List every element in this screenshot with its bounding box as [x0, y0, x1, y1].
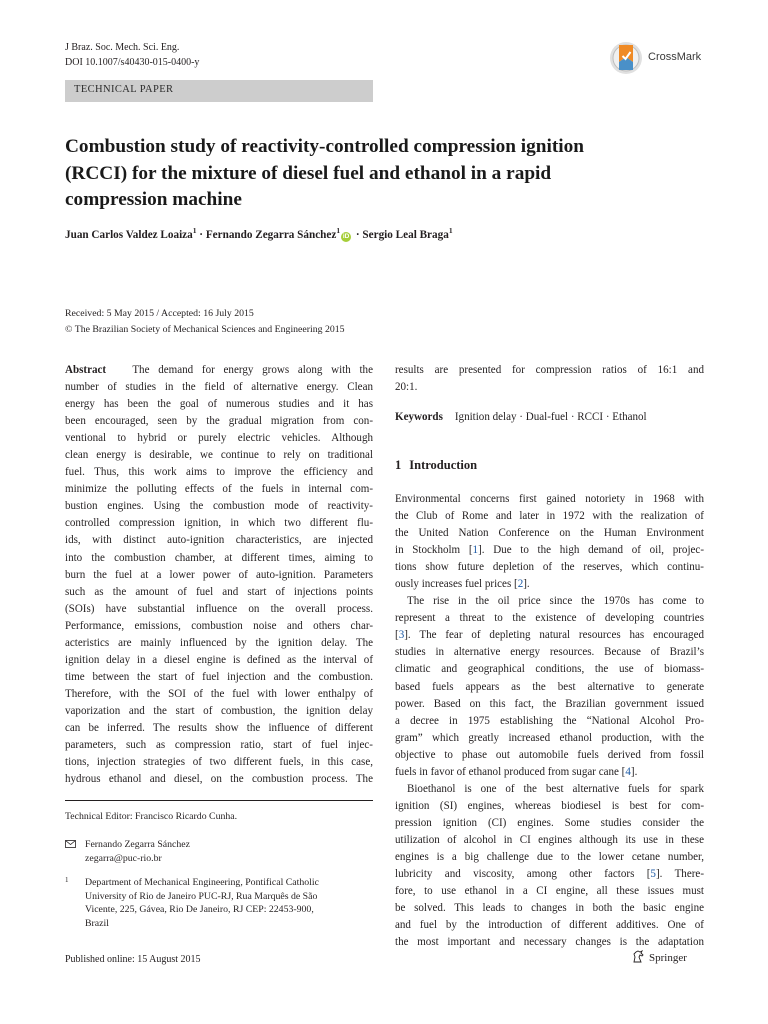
intro-line: The rise in the oil price since the 1970s has come to — [407, 595, 704, 608]
copyright-line: © The Brazilian Society of Mechanical Sciences and Engineering 2015 — [65, 323, 345, 335]
abstract-line: into the combustion chamber, at different times, aiming to — [65, 551, 373, 564]
affiliation-line: University of Rio de Janeiro PUC-RJ, Rua Marquês de São — [85, 890, 318, 902]
abstract-line: (SOIs) have substantial influence on the overall process. — [65, 602, 373, 615]
right-column-top — [395, 362, 704, 396]
published-date: Published online: 15 August 2015 — [65, 954, 201, 965]
intro-line: based fuels appears as the best alternative to generate — [395, 680, 704, 693]
technical-editor-note: Technical Editor: Francisco Ricardo Cunha. — [65, 811, 238, 822]
abstract-line: been encouraged, seen by the gradual migration from con- — [65, 415, 373, 428]
intro-line — [395, 866, 704, 883]
abstract-continuation-line: results are presented for compression ratios of 16:1 and — [395, 364, 704, 376]
abstract-line: energy has been the goal of numerous studies and it has — [65, 398, 373, 411]
abstract-line: can be inferred. The results show the influence of different — [65, 721, 373, 734]
abstract-line: Therefore, with the SOI of the fuel with lower enthalpy of — [65, 687, 373, 700]
intro-line — [395, 764, 704, 781]
author-name[interactable]: Sergio Leal Braga — [362, 229, 449, 241]
abstract-line: parameters, such as compression ratio, start of fuel injec- — [65, 739, 373, 752]
orcid-icon[interactable]: iD — [342, 233, 350, 240]
affiliation-line: Vicente, 225, Gávea, Rio De Janeiro, RJ CEP: 22453-900, — [85, 904, 314, 916]
author-name[interactable]: Fernando Zegarra Sánchez — [205, 229, 337, 241]
footnote-divider — [65, 800, 373, 801]
keywords-label: Keywords — [395, 411, 443, 423]
keywords-list: Ignition delay · Dual-fuel · RCCI · Ethanol — [454, 411, 647, 423]
intro-line: Bioethanol is one of the best alternative fuels for spark — [407, 782, 704, 795]
intro-text: ]. Due to the high demand of oil, projec- — [478, 544, 705, 557]
intro-text: lubricity and viscosity, among other factors [ — [395, 868, 651, 881]
abstract-line: time between the start of fuel injection and the combustion. — [65, 670, 373, 683]
intro-line: ignition (SI) engines, whereas biodiesel is best for com- — [395, 799, 704, 812]
intro-text: in Stockholm [ — [395, 544, 473, 557]
citation-link[interactable]: 4 — [625, 765, 631, 778]
intro-line — [395, 627, 704, 644]
citation-link[interactable]: 5 — [650, 868, 656, 881]
intro-line: objective to phase out automobile fuels derived from fossil — [395, 748, 704, 761]
title-line: (RCCI) for the mixture of diesel fuel and ethanol in a rapid — [65, 162, 552, 184]
citation-link[interactable]: 3 — [398, 629, 405, 642]
crossmark-label: CrossMark — [648, 51, 702, 63]
citation-link[interactable]: 1 — [472, 544, 479, 557]
author-affiliation-mark: 1 — [448, 226, 453, 235]
section-number: 1 — [395, 458, 402, 472]
paper-type-label: TECHNICAL PAPER — [74, 84, 174, 95]
intro-line: power. Based on this fact, the Brazilian government issued — [395, 697, 704, 710]
introduction-text — [395, 491, 704, 951]
abstract-line: number of studies in the field of alternative energy. Clean — [65, 381, 373, 394]
intro-line: the Club of Rome and later in 1972 with the realization of — [395, 510, 704, 523]
affiliation-number: 1 — [65, 876, 69, 884]
title-line: Combustion study of reactivity-controlled compression ignition — [65, 136, 585, 157]
abstract-line: ignition delay in a diesel engine is defined as the interval of — [65, 653, 373, 666]
intro-line: be solved. This leads to changes in both the basic engine — [395, 902, 704, 915]
intro-line: utilization of alcohol in CI engines although its use in these — [395, 833, 704, 846]
intro-text: fuels in favor of ethanol produced from sugar cane [ — [395, 765, 626, 778]
journal-header — [65, 40, 199, 70]
contact-email[interactable]: zegarra@puc-rio.br — [85, 852, 162, 864]
publisher-name: Springer — [649, 952, 687, 964]
abstract-line: hydrous ethanol and diesel, on the combustion process. The — [65, 773, 373, 786]
contact-name: Fernando Zegarra Sánchez — [85, 839, 190, 850]
author-name[interactable]: Juan Carlos Valdez Loaiza — [65, 229, 193, 241]
intro-line: and fuel by the introduction of different additives. One of — [395, 919, 704, 932]
intro-line: the most important and necessary changes is the adaptation — [395, 936, 704, 949]
abstract-line: Performance, emissions, combustion noise and others char- — [65, 619, 373, 632]
author-affiliation-mark: 1 — [336, 226, 341, 235]
affiliation — [65, 876, 355, 931]
intro-text: [ — [395, 629, 399, 642]
abstract-line: acteristics are mainly influenced by the ignition delay. The — [65, 636, 373, 649]
abstract-continuation-line: 20:1. — [395, 381, 418, 394]
intro-text: ously increases fuel prices [ — [395, 578, 518, 591]
abstract-line: bustion engines. Using the combustion mode of reactivity- — [65, 500, 373, 513]
author-separator: · — [353, 229, 363, 241]
corresponding-author — [65, 838, 190, 865]
journal-name: J Braz. Soc. Mech. Sci. Eng. — [65, 42, 180, 53]
paper-type-banner — [65, 80, 373, 102]
abstract-line: tions, injection strategies of two different fuels, in this case, — [65, 756, 373, 769]
abstract-line: burn the fuel at a lower power of auto-ignition. Parameters — [65, 568, 373, 581]
intro-line: pression ignition (CI) engines. Some studies consider the — [395, 816, 704, 829]
keywords — [395, 411, 647, 423]
intro-text: ]. — [630, 765, 638, 778]
intro-line: represent a threat to the existence of developing countries — [395, 612, 704, 625]
abstract-line: fuel. Thus, this work aims to improve the efficiency and — [65, 466, 373, 479]
intro-line: engines is a big challenge due to the lower cetane number, — [395, 850, 704, 863]
intro-text: ]. There- — [655, 868, 704, 881]
author-separator: · — [196, 229, 206, 241]
intro-line — [395, 542, 704, 559]
abstract-line: vaporization and the start of combustion, the ignition delay — [65, 704, 373, 717]
paper-title — [65, 134, 705, 214]
abstract-heading: Abstract — [65, 364, 107, 376]
section-heading-introduction — [395, 458, 477, 473]
abstract-text: The demand for energy grows along with the — [132, 364, 373, 376]
doi[interactable]: DOI 10.1007/s40430-015-0400-y — [65, 57, 200, 68]
abstract-line: clean energy is desirable, we continue to rely on traditional — [65, 449, 373, 462]
author-affiliation-mark: 1 — [192, 226, 197, 235]
title-line: compression machine — [65, 189, 242, 210]
intro-line: Environmental concerns first gained notoriety in 1968 with — [395, 493, 704, 505]
intro-text: ]. The fear of depleting natural resources has encouraged — [404, 629, 704, 642]
abstract-line: controlled compression ignition, in which two different flu- — [65, 517, 373, 530]
intro-line: fore, to use ethanol in a CI engine, all these issues must — [395, 885, 704, 898]
author-list — [65, 226, 705, 242]
article-dates — [65, 306, 345, 337]
springer-horse-icon — [632, 950, 645, 963]
crossmark-icon — [609, 40, 643, 76]
affiliation-line: Brazil — [85, 918, 109, 930]
intro-line: climatic and geographical conditions, the use of biomass- — [395, 663, 704, 676]
abstract-line: ventional to hybrid or purely electric vehicles. Although — [65, 432, 373, 445]
intro-text: ]. — [523, 578, 530, 591]
envelope-icon — [65, 840, 76, 848]
intro-line — [395, 576, 704, 593]
intro-line: tions show future depletion of the reserves, which continu- — [395, 561, 704, 574]
abstract-first-line — [65, 362, 373, 379]
abstract-line: such as the amount of fuel and start of injections points — [65, 585, 373, 598]
citation-link[interactable]: 2 — [517, 578, 524, 591]
publisher-logo — [632, 950, 687, 964]
intro-line: gram” which greatly increased ethanol production, with the — [395, 731, 704, 744]
crossmark-badge[interactable] — [609, 40, 709, 76]
intro-line: studies in alternative energy resources. Because of Brazil’s — [395, 646, 704, 659]
abstract-block — [65, 362, 373, 788]
received-accepted-dates: Received: 5 May 2015 / Accepted: 16 July 2015 — [65, 308, 254, 319]
section-title: Introduction — [409, 458, 478, 472]
intro-line: a decree in 1975 establishing the “National Alcohol Pro- — [395, 714, 704, 727]
affiliation-line: Department of Mechanical Engineering, Pontifical Catholic — [85, 877, 319, 888]
abstract-line: ids, with distinct auto-ignition characteristics, are injected — [65, 534, 373, 547]
abstract-line: minimize the polluting effects of the fuels in internal com- — [65, 483, 373, 496]
intro-line: the United Nation Conference on the Human Environment — [395, 527, 704, 540]
